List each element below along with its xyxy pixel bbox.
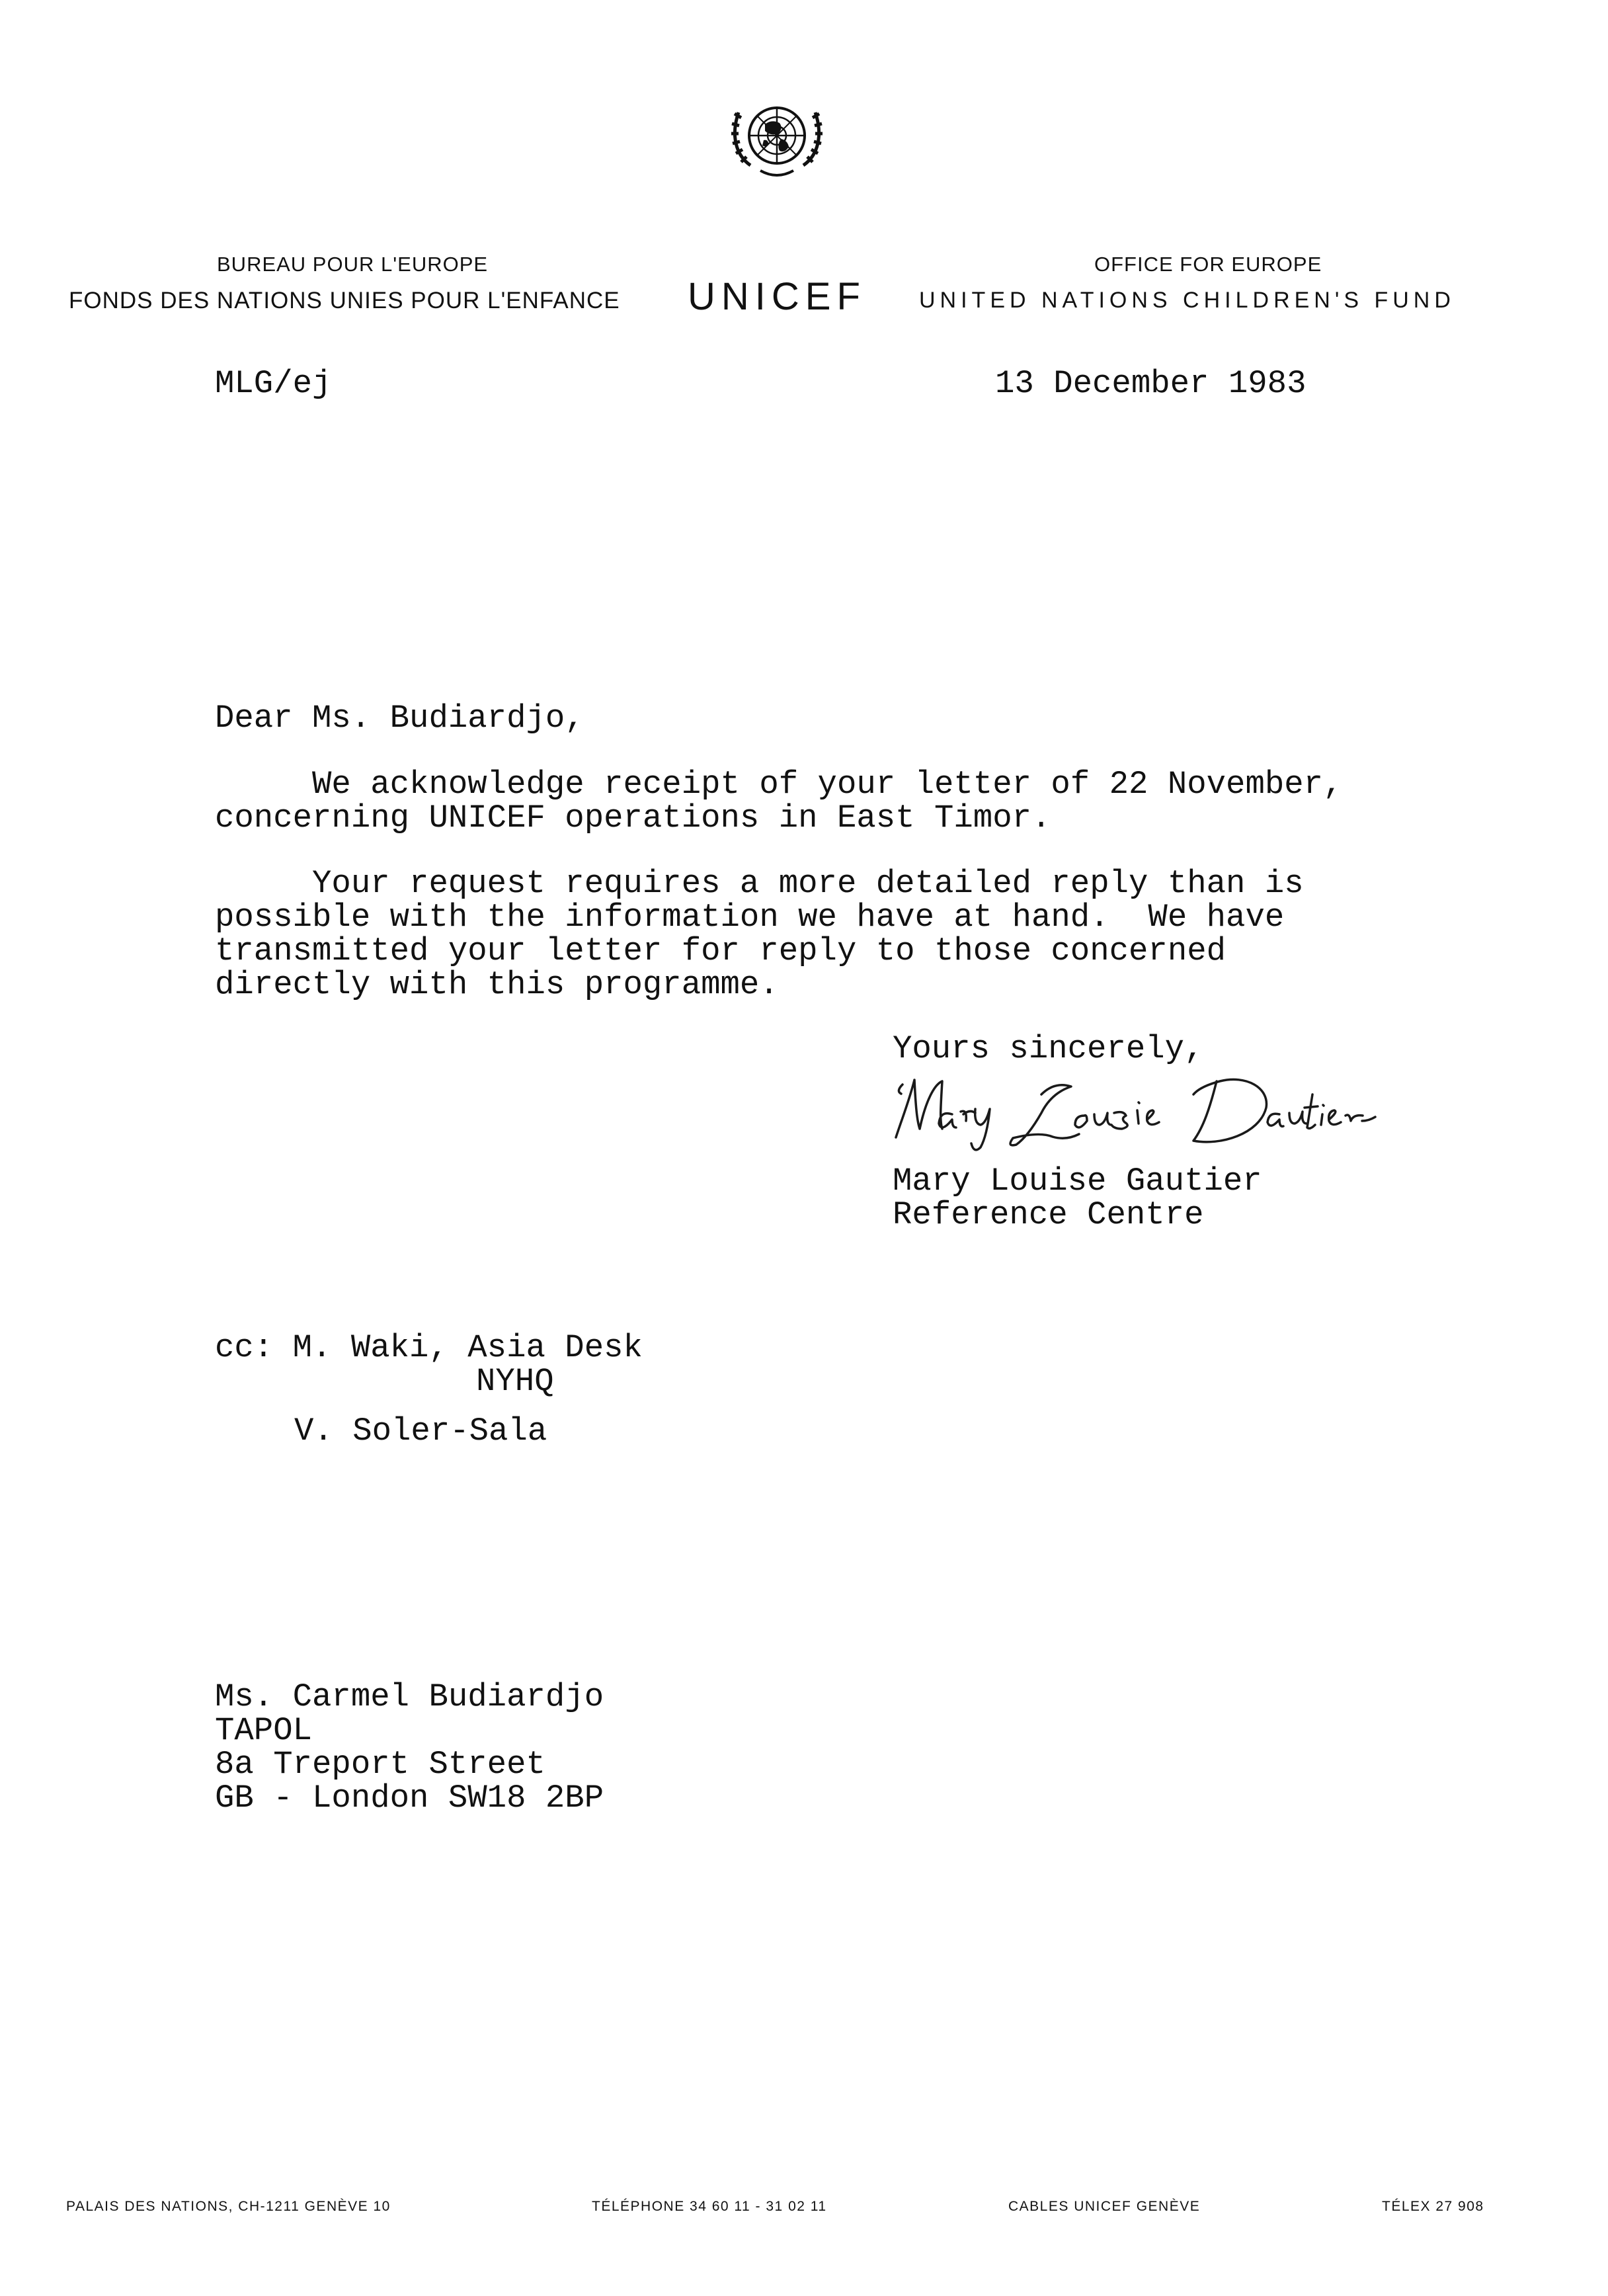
reference-code: MLG/ej: [215, 365, 332, 402]
paragraph-2-line: directly with this programme.: [215, 966, 779, 1003]
letter-date: 13 December 1983: [995, 365, 1306, 402]
letterhead-unicef-title: UNICEF: [688, 275, 866, 318]
signature-icon: [876, 1068, 1379, 1154]
cc-line-1: cc: M. Waki, Asia Desk: [215, 1329, 643, 1366]
recipient-line: TAPOL: [215, 1712, 313, 1749]
recipient-line: 8a Treport Street: [215, 1746, 545, 1783]
recipient-line: GB - London SW18 2BP: [215, 1780, 604, 1817]
cc-line-2: NYHQ: [476, 1363, 554, 1400]
footer-telephone: TÉLÉPHONE 34 60 11 - 31 02 11: [592, 2199, 827, 2214]
paragraph-1-line: concerning UNICEF operations in East Timor.: [215, 800, 1051, 837]
footer-cables: CABLES UNICEF GENÈVE: [1008, 2199, 1201, 2214]
letterhead-right-line2: UNITED NATIONS CHILDREN'S FUND: [919, 288, 1455, 313]
paragraph-2-line: transmitted your letter for reply to those concerned: [215, 932, 1226, 969]
letterhead-right-line1: OFFICE FOR EUROPE: [1094, 253, 1322, 276]
un-emblem-logo: [724, 93, 830, 185]
signatory-title: Reference Centre: [893, 1196, 1204, 1233]
signatory-name: Mary Louise Gautier: [893, 1163, 1262, 1200]
paragraph-2-line: possible with the information we have at hand. We have: [215, 899, 1285, 936]
salutation: Dear Ms. Budiardjo,: [215, 700, 584, 737]
recipient-line: Ms. Carmel Budiardjo: [215, 1678, 604, 1715]
recipient-address: [215, 1680, 604, 1815]
paragraph-1-line: We acknowledge receipt of your letter of 22 November,: [215, 766, 1343, 803]
footer-address: PALAIS DES NATIONS, CH-1211 GENÈVE 10: [66, 2199, 391, 2214]
closing: Yours sincerely,: [893, 1030, 1204, 1067]
paragraph-2: [215, 867, 1304, 1002]
paragraph-1: [215, 768, 1342, 835]
cc-line-3: V. Soler-Sala: [294, 1413, 547, 1450]
letterhead-left-line2: FONDS DES NATIONS UNIES POUR L'ENFANCE: [69, 288, 620, 313]
footer-telex: TÉLEX 27 908: [1382, 2199, 1484, 2214]
signature: [876, 1068, 1379, 1154]
un-emblem-icon: [724, 93, 830, 185]
letterhead-left-line1: BUREAU POUR L'EUROPE: [217, 253, 489, 276]
paragraph-2-line: Your request requires a more detailed reply than is: [215, 865, 1304, 902]
